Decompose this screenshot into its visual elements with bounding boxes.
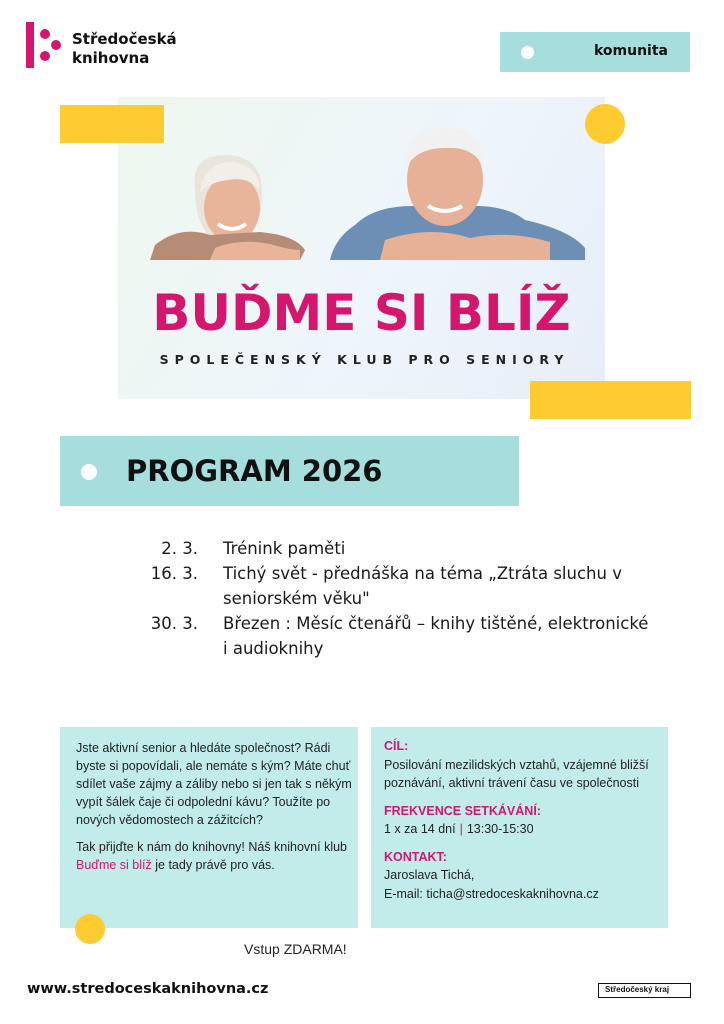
program-dot-icon [81,464,97,480]
intro-box [60,727,358,928]
decor-yellow-bar-right [530,381,691,419]
invite-text-end: je tady právě pro vás. [151,858,275,872]
contact-name: Jaroslava Tichá, [384,868,475,882]
library-logo-icon [26,22,66,68]
goal-text: Posilování mezilidských vztahů, vzájemné bližší poznávání, aktivní trávení času ve společnosti [384,757,649,790]
seniors-photo [140,120,595,280]
event-date: 30. 3. [150,614,198,633]
tag-dot-icon [521,46,534,59]
program-heading: PROGRAM 2026 [126,454,383,488]
event-item [120,611,680,661]
category-tag [500,32,690,72]
event-title: Březen : Měsíc čtenářů – knihy tištěné, elektronické i audioknihy [223,614,649,658]
frequency-interval: 1 x za 14 dní [384,822,456,836]
details-box [371,727,668,928]
hero-subtitle: SPOLEČENSKÝ KLUB PRO SENIORY [159,352,570,367]
frequency-time: 13:30-15:30 [466,822,534,836]
region-logo [598,983,691,998]
event-date: 16. 3. [150,564,198,583]
hero-title: BUĎME SI BLÍŽ [152,284,571,342]
program-banner [60,436,519,506]
goal-heading: CÍL: [384,739,409,753]
event-item [120,561,680,611]
frequency-text [384,820,664,839]
event-item [120,536,680,561]
invite-paragraph [76,838,354,874]
admission-note: Vstup ZDARMA! [244,941,347,957]
region-logo-text: Středočeský kraj [605,985,670,994]
frequency-heading: FREKVENCE SETKÁVÁNÍ: [384,803,541,818]
intro-paragraph: Jste aktivní senior a hledáte společnost? Rádi byste si popovídali, ale nemáte s kým? Máte chuť sdílet vaše zájmy a záliby nebo si jen tak s někým vypít šálek čaje či odpolední kávu? Toužíte po nových vědomostech a zážitcích? [76,741,352,827]
senior-woman-illustration [150,155,305,260]
contact-section [384,848,664,904]
logo-line-1: Středočeská [72,30,177,48]
goal-section [384,737,664,793]
event-title: Trénink paměti [223,539,346,558]
invite-text-start: Tak přijďte k nám do knihovny! Náš knihovní klub [76,840,348,854]
contact-email[interactable]: E-mail: ticha@stredoceskaknihovna.cz [384,886,599,901]
frequency-separator: | [459,822,463,836]
club-name-highlight: Buďme si blíž [76,858,152,872]
contact-heading: KONTAKT: [384,849,447,864]
library-logo-text [72,30,177,68]
event-list [120,536,680,661]
category-tag-label: komunita [593,43,668,59]
decor-yellow-circle-bottom [75,914,105,944]
website-link[interactable]: www.stredoceskaknihovna.cz [27,981,269,997]
logo-line-2: knihovna [72,49,150,67]
senior-man-illustration [330,128,585,260]
frequency-section [384,802,664,839]
event-title: Tichý svět - přednáška na téma „Ztráta sluchu v seniorském věku" [223,564,622,608]
event-date: 2. 3. [161,539,198,558]
